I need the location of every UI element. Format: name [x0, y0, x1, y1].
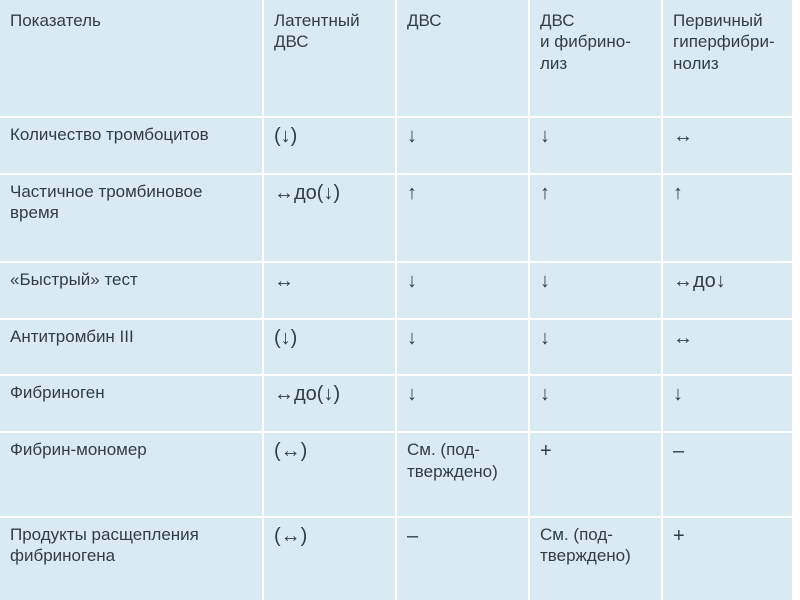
cell-latent-dic: ↔до(↓): [263, 375, 396, 432]
cell-dic-fibrinolysis: ↓: [529, 375, 662, 432]
cell-dic: См. (под- тверждено): [396, 432, 529, 517]
table-row-fibrinogen: [0, 375, 792, 432]
cell-latent-dic: (↔): [263, 432, 396, 517]
cell-dic: ↓: [396, 319, 529, 376]
table-row-antithrombin: [0, 319, 792, 376]
row-label: Фибриноген: [0, 375, 263, 432]
header-indicator: Показатель: [0, 0, 263, 117]
row-label: Антитромбин III: [0, 319, 263, 376]
cell-primary-hyperfibrinolysis: ↑: [662, 174, 792, 262]
row-label: «Быстрый» тест: [0, 262, 263, 319]
cell-primary-hyperfibrinolysis: ↔: [662, 117, 792, 174]
row-label: Количество тромбоцитов: [0, 117, 263, 174]
cell-dic-fibrinolysis: ↓: [529, 117, 662, 174]
row-label: Частичное тромбиновое время: [0, 174, 263, 262]
cell-dic: ↓: [396, 262, 529, 319]
cell-primary-hyperfibrinolysis: +: [673, 525, 685, 548]
table-row-fibrinogen-degradation-products: [0, 517, 792, 600]
cell-dic: ↓: [396, 375, 529, 432]
cell-primary-hyperfibrinolysis: –: [662, 432, 792, 517]
cell-primary-hyperfibrinolysis: ↔: [662, 319, 792, 376]
cell-dic-fibrinolysis: См. (под- тверждено): [529, 517, 662, 600]
cell-primary-hyperfibrinolysis: ↓: [662, 375, 792, 432]
table-row-partial-thrombin-time: [0, 174, 792, 262]
cell-dic-fibrinolysis: ↓: [529, 319, 662, 376]
table-header-row: [0, 0, 792, 117]
cell-primary-hyperfibrinolysis: ↔до↓: [662, 262, 792, 319]
cell-dic-fibrinolysis: ↓: [529, 262, 662, 319]
table-row-fibrin-monomer: [0, 432, 792, 517]
cell-dic: –: [396, 517, 529, 600]
cell-latent-dic: (↔): [263, 517, 396, 600]
cell-dic: ↓: [396, 117, 529, 174]
row-label: Фибрин-мономер: [0, 432, 263, 517]
header-primary-hyperfibrinolysis: Первичный гиперфибри- нолиз: [662, 0, 792, 117]
header-dic: ДВС: [396, 0, 529, 117]
header-latent-dic: Латентный ДВС: [263, 0, 396, 117]
cell-dic-fibrinolysis: +: [529, 432, 662, 517]
cell-latent-dic: (↓): [263, 319, 396, 376]
table-row-quick-test: [0, 262, 792, 319]
cell-dic: ↑: [396, 174, 529, 262]
cell-dic-fibrinolysis: ↑: [529, 174, 662, 262]
cell-latent-dic: (↓): [263, 117, 396, 174]
cell-latent-dic: ↔: [263, 262, 396, 319]
table-row-platelets: [0, 117, 792, 174]
cell-latent-dic: ↔до(↓): [263, 174, 396, 262]
header-dic-fibrinolysis: ДВС и фибрино- лиз: [529, 0, 662, 117]
row-label: Продукты расщепления фибриногена: [0, 517, 263, 600]
